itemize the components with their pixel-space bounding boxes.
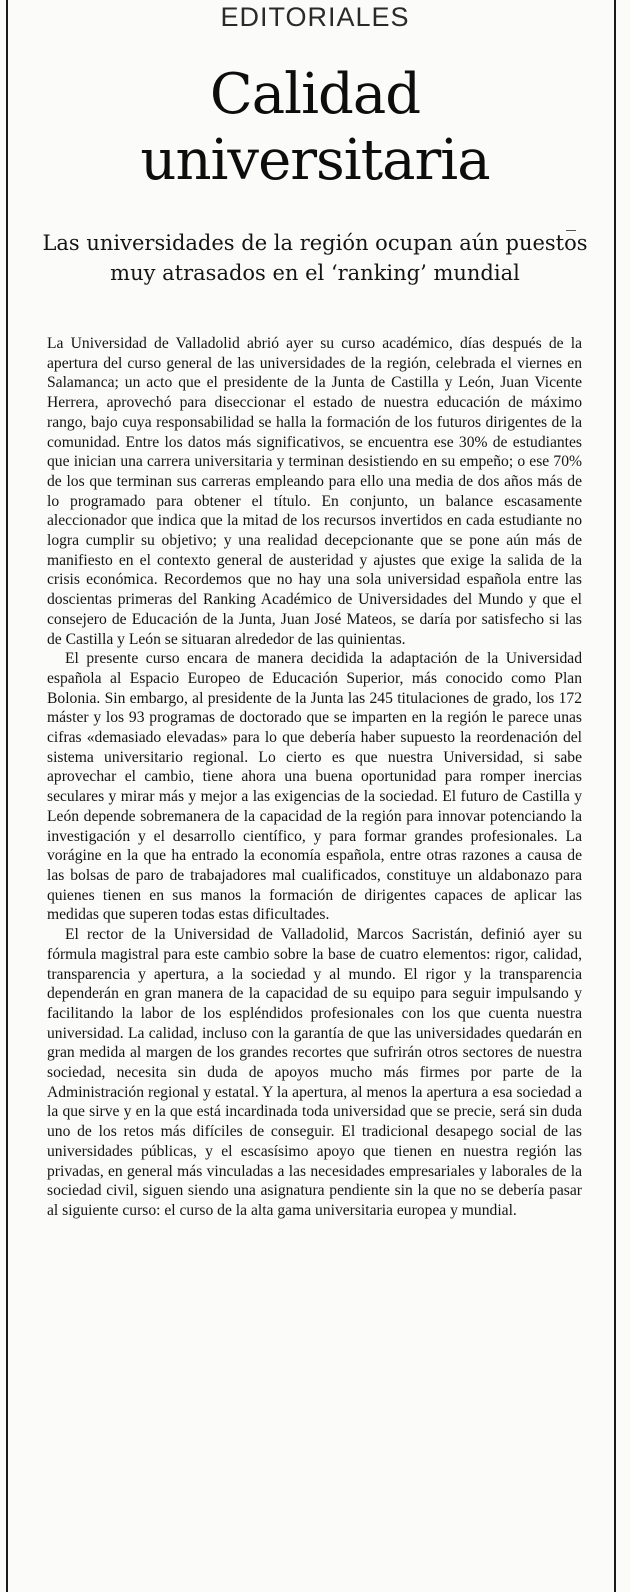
print-mark <box>566 230 576 231</box>
section-label: EDITORIALES <box>220 2 410 32</box>
article-paragraph: El presente curso encara de manera decidida la adaptación de la Universidad española al Espacio Europeo de Educación Superior, más conocido como Plan Bolonia. Sin embargo, al presidente de la Junta las 245 titulaciones de grado, los 172 máster y los 93 programas de doctorado que se imparten en la región le parece unas cifras «demasiado elevadas» para lo que debería haber supuesto la reordenación del sistema universitario regional. Lo cierto es que nuestra Universidad, si sabe aprovechar el cambio, tiene ahora una buena oportunidad para romper inercias seculares y mirar más y mejor a las exigencias de la sociedad. El futuro de Castilla y León depende sobremanera de la capacidad de la región para innovar potenciando la investigación y el desarrollo científico, y para formar grandes profesionales. La vorágine en la que ha entrado la economía española, entre otras razones a causa de las bolsas de paro de trabajadores mal cualificados, constituye un aldabonazo para quienes tienen en sus manos la formación de dirigentes capaces de aplicar las medidas que superen todas estas dificultades. <box>47 650 582 924</box>
article-paragraph: La Universidad de Valladolid abrió ayer su curso académico, días después de la apertura del curso general de las universidades de la región, celebrada el viernes en Salamanca; un acto que el presidente de la Junta de Castilla y León, Juan Vicente Herrera, aprovechó para diseccionar el estado de nuestra educación de máximo rango, bajo cuya responsabilidad se halla la formación de los futuros dirigentes de la comunidad. Entre los datos más significativos, se encuentra ese 30% de estudiantes que inician una carrera universitaria y terminan desistiendo en su empeño; o ese 70% de los que terminan sus carreras empleando para ello una media de dos años más de lo programado para obtener el título. En conjunto, un balance escasamente aleccionador que indica que la mitad de los recursos invertidos en cada estudiante no logra cumplir su objetivo; y una realidad decepcionante que se pone aún más de manifiesto en el contexto general de austeridad y ajustes que exige la salida de la crisis económica. Recordemos que no hay una sola universidad española entre las doscientas primeras del Ranking Académico de Universidades del Mundo y que el consejero de Educación de la Junta, Juan José Mateos, se daría por satisfecho si las de Castilla y León se situaran alrededor de las quinientas. <box>47 335 582 648</box>
left-column-rule <box>6 0 8 1592</box>
headline: Calidad universitaria <box>140 62 490 193</box>
subheadline: Las universidades de la región ocupan aún puestos muy atrasados en el ‘ranking’ mundial <box>42 231 588 285</box>
article-body <box>47 334 582 1221</box>
right-column-rule <box>614 0 616 1592</box>
article-paragraph: El rector de la Universidad de Valladolid, Marcos Sacristán, definió ayer su fórmula magistral para este cambio sobre la base de cuatro elementos: rigor, calidad, transparencia y apertura, a la sociedad y al mundo. El rigor y la transparencia dependerán en gran manera de la capacidad de su equipo para seguir impulsando y facilitando la labor de los espléndidos profesionales con los que cuenta nuestra universidad. La calidad, incluso con la garantía de que las universidades quedarán en gran medida al margen de los grandes recortes que sufrirán otros sectores de nuestra sociedad, necesita sin duda de apoyos mucho más firmes por parte de la Administración regional y estatal. Y la apertura, al menos la apertura a esa sociedad a la que sirve y en la que está incardinada toda universidad que se precie, será sin duda uno de los retos más difíciles de conseguir. El tradicional desapego social de las universidades públicas, y el escasísimo apoyo que tienen en nuestra región las privadas, en general más vinculadas a las necesidades empresariales y laborales de la sociedad civil, siguen siendo una asignatura pendiente sin la que no se debería pasar al siguiente curso: el curso de la alta gama universitaria europea y mundial. <box>47 926 582 1219</box>
